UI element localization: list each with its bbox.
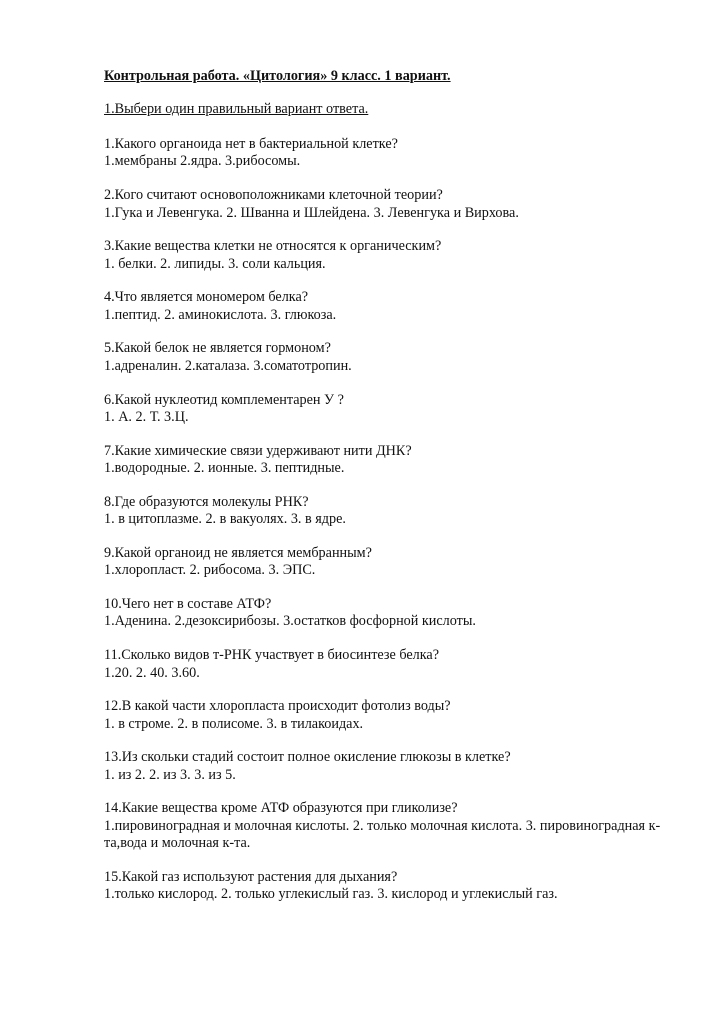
question-item [104, 698, 694, 733]
answer-options: 1. в строме. 2. в полисоме. 3. в тилакоидах. [104, 715, 364, 732]
answer-options: 1.20. 2. 40. 3.60. [104, 664, 200, 681]
question-item [104, 545, 694, 580]
question-item [104, 340, 694, 375]
answer-options: 1.Гука и Левенгука. 2. Шванна и Шлейдена. 3. Левенгука и Вирхова. [104, 204, 519, 221]
answer-options: 1. белки. 2. липиды. 3. соли кальция. [104, 255, 326, 272]
question-item [104, 647, 694, 682]
question-text: 13.Из скольки стадий состоит полное окисление глюкозы в клетке? [104, 749, 511, 766]
question-item [104, 749, 694, 784]
question-item [104, 136, 694, 171]
answer-options: 1. А. 2. Т. 3.Ц. [104, 408, 189, 425]
question-text: 1.Какого органоида нет в бактериальной клетке? [104, 136, 398, 152]
question-item [104, 238, 694, 273]
question-text: 9.Какой органоид не является мембранным? [104, 544, 372, 561]
question-item [104, 443, 694, 478]
question-text: 7.Какие химические связи удерживают нити ДНК? [104, 442, 412, 459]
question-list [104, 136, 694, 920]
question-text: 15.Какой газ используют растения для дыхания? [104, 868, 398, 885]
question-text: 10.Чего нет в составе АТФ? [104, 595, 272, 612]
question-item [104, 800, 694, 852]
answer-options: 1.водородные. 2. ионные. 3. пептидные. [104, 460, 345, 477]
question-text: 3.Какие вещества клетки не относятся к органическим? [104, 238, 442, 255]
answer-options: 1.адреналин. 2.каталаза. 3.соматотропин. [104, 357, 352, 374]
answer-options: 1. в цитоплазме. 2. в вакуолях. 3. в ядре. [104, 511, 346, 528]
question-text: 6.Какой нуклеотид комплементарен У ? [104, 391, 344, 408]
answer-options: 1. из 2. 2. из 3. 3. из 5. [104, 766, 236, 783]
instruction-heading: 1.Выбери один правильный вариант ответа. [104, 101, 369, 117]
answer-options: 1.хлоропласт. 2. рибосома. 3. ЭПС. [104, 562, 316, 579]
document-title: Контрольная работа. «Цитология» 9 класс. 1 вариант. [104, 68, 451, 84]
answer-options: 1.Аденина. 2.дезоксирибозы. 3.остатков фосфорной кислоты. [104, 613, 476, 630]
answer-options: 1.только кислород. 2. только углекислый газ. 3. кислород и углекислый газ. [104, 886, 558, 903]
question-text: 2.Кого считают основоположниками клеточной теории? [104, 187, 443, 204]
question-text: 12.В какой части хлоропласта происходит фотолиз воды? [104, 698, 451, 715]
question-item [104, 289, 694, 324]
answer-options: 1.пептид. 2. аминокислота. 3. глюкоза. [104, 306, 337, 323]
answer-options: 1.пировиноградная и молочная кислоты. 2. только молочная кислота. 3. пировиноградная к-та,вода и молочная к-та. [104, 817, 661, 852]
question-item [104, 494, 694, 529]
question-text: 5.Какой белок не является гормоном? [104, 340, 331, 357]
question-text: 8.Где образуются молекулы РНК? [104, 493, 309, 510]
question-text: 4.Что является мономером белка? [104, 289, 309, 306]
answer-options: 1.мембраны 2.ядра. 3.рибосомы. [104, 153, 301, 170]
question-item [104, 392, 694, 427]
question-item [104, 596, 694, 631]
question-item [104, 869, 694, 904]
question-item [104, 187, 694, 222]
question-text: 14.Какие вещества кроме АТФ образуются при гликолизе? [104, 800, 458, 817]
question-text: 11.Сколько видов т-РНК участвует в биосинтезе белка? [104, 647, 440, 664]
